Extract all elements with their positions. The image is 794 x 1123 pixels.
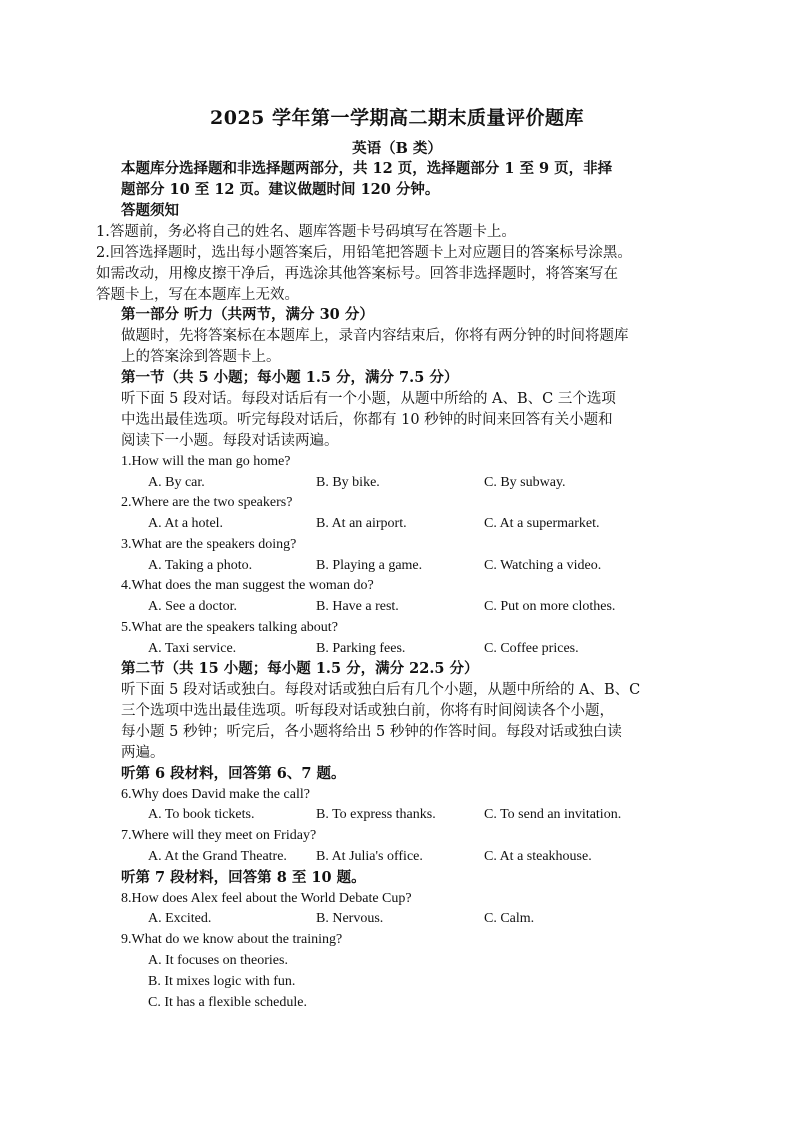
option-c: C. At a supermarket. (484, 516, 600, 531)
option-a: A. Excited. (148, 911, 212, 926)
part1-line: 上的答案涂到答题卡上。 (121, 349, 281, 365)
section1-heading: 第一节（共 5 小题；每小题 1.5 分，满分 7.5 分） (121, 369, 459, 386)
material6-heading: 听第 6 段材料，回答第 6、7 题。 (121, 765, 346, 782)
option-a: A. At a hotel. (148, 516, 224, 531)
option-b: B. Have a rest. (316, 599, 399, 614)
option-b: B. Parking fees. (316, 641, 406, 656)
option-a: A. To book tickets. (148, 807, 255, 822)
option-c: C. By subway. (484, 475, 566, 490)
question-text: 8.How does Alex feel about the World Debate Cup? (121, 891, 412, 906)
option-b: B. Playing a game. (316, 558, 423, 573)
question-text: 1.How will the man go home? (121, 454, 291, 469)
option-b: B. By bike. (316, 475, 380, 490)
section2-line: 两遍。 (121, 745, 165, 761)
option-c: C. Watching a video. (484, 558, 602, 573)
section1-line: 阅读下一小题。每段对话读两遍。 (121, 433, 339, 449)
option-b: B. Nervous. (316, 911, 384, 926)
option-b: B. To express thanks. (316, 807, 436, 822)
option-b: B. It mixes logic with fun. (148, 974, 296, 989)
section1-line: 听下面 5 段对话。每段对话后有一个小题，从题中所给的 A、B、C 三个选项 (121, 391, 616, 407)
page-title: 2025 学年第一学期高二期末质量评价题库 (210, 107, 584, 129)
option-a: A. It focuses on theories. (148, 953, 288, 968)
page-subtitle: 英语（B 类） (352, 140, 442, 157)
option-a: A. By car. (148, 475, 205, 490)
notice-line: 答题卡上，写在本题库上无效。 (96, 287, 299, 303)
option-b: B. At an airport. (316, 516, 407, 531)
notice-line: 如需改动，用橡皮擦干净后，再选涂其他答案标号。回答非选择题时，将答案写在 (96, 266, 618, 282)
notice-heading: 答题须知 (121, 202, 179, 219)
option-c: C. To send an invitation. (484, 807, 622, 822)
section2-line: 三个选项中选出最佳选项。听每段对话或独白前，你将有时间阅读各个小题， (121, 703, 614, 719)
part1-heading: 第一部分 听力（共两节，满分 30 分） (121, 306, 374, 323)
section2-line: 每小题 5 秒钟；听完后，各小题将给出 5 秒钟的作答时间。每段对话或独白读 (121, 724, 622, 740)
option-c: C. Put on more clothes. (484, 599, 616, 614)
option-c: C. It has a flexible schedule. (148, 995, 308, 1010)
question-text: 2.Where are the two speakers? (121, 495, 293, 510)
question-text: 6.Why does David make the call? (121, 787, 310, 802)
option-a: A. Taking a photo. (148, 558, 253, 573)
question-text: 4.What does the man suggest the woman do? (121, 578, 374, 593)
option-c: C. At a steakhouse. (484, 849, 592, 864)
section2-line: 听下面 5 段对话或独白。每段对话或独白后有几个小题，从题中所给的 A、B、C (121, 682, 641, 698)
option-c: C. Calm. (484, 911, 535, 926)
option-a: A. Taxi service. (148, 641, 237, 656)
notice-line: 1.答题前，务必将自己的姓名、题库答题卡号码填写在答题卡上。 (96, 224, 516, 240)
section1-line: 中选出最佳选项。听完每段对话后，你都有 10 秒钟的时间来回答有关小题和 (121, 412, 613, 428)
question-text: 3.What are the speakers doing? (121, 537, 297, 552)
part1-line: 做题时，先将答案标在本题库上，录音内容结束后，你将有两分钟的时间将题库 (121, 328, 629, 344)
material7-heading: 听第 7 段材料，回答第 8 至 10 题。 (121, 869, 366, 886)
option-c: C. Coffee prices. (484, 641, 579, 656)
option-a: A. At the Grand Theatre. (148, 849, 287, 864)
intro-line: 本题库分选择题和非选择题两部分，共 12 页，选择题部分 1 至 9 页，非择 (121, 160, 613, 177)
option-a: A. See a doctor. (148, 599, 238, 614)
option-b: B. At Julia's office. (316, 849, 423, 864)
intro-line: 题部分 10 至 12 页。建议做题时间 120 分钟。 (121, 181, 440, 198)
question-text: 9.What do we know about the training? (121, 932, 343, 947)
question-text: 5.What are the speakers talking about? (121, 620, 338, 635)
notice-line: 2.回答选择题时，选出每小题答案后，用铅笔把答题卡上对应题目的答案标号涂黑。 (96, 245, 632, 261)
section2-heading: 第二节（共 15 小题；每小题 1.5 分，满分 22.5 分） (121, 660, 479, 677)
question-text: 7.Where will they meet on Friday? (121, 828, 317, 843)
